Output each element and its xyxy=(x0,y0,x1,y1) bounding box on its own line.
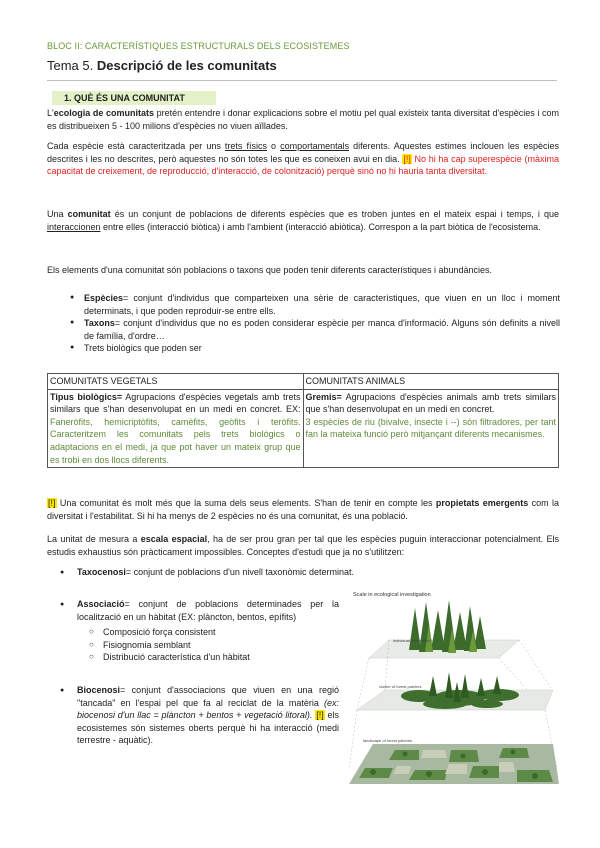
bullet-icon: ● xyxy=(60,601,65,608)
important-mark: [!] xyxy=(48,498,56,508)
important-mark: [!] xyxy=(403,153,411,164)
comunitats-table xyxy=(47,373,559,468)
paragraph-comunitat: Una comunitat és un conjunt de poblacions de diferents espècies que es troben juntes en el mateix espai i temps, i que interaccionen entre elles (interacció biòtica) i amb l'ambient (interacció abiòtica). Correspon a la part biòtica de l'ecosistema. xyxy=(47,209,559,232)
bullet-icon: ● xyxy=(60,687,65,694)
paragraph-taxocenosi: Taxocenosi= conjunt de poblacions d'un nivell taxonòmic determinat. xyxy=(77,567,354,577)
list-item: ○ Fisiognomia semblant xyxy=(89,639,339,652)
paragraph-elements: Els elements d'una comunitat són poblacions o taxons que poden tenir diferents característiques i abundàncies. xyxy=(47,265,492,275)
list-item: ● Taxons= conjunt d'individus que no es poden considerar espècie per manca d'informació. Alguns són definits a nivell de família, d'ordre… xyxy=(70,317,560,342)
list-item: ● Espècies= conjunt d'individus que comparteixen una sèrie de característiques, que viuen en un lloc i moment determinats, i que poden reproduir-se entre ells. xyxy=(70,292,560,317)
bloc-title: BLOC II: CARACTERÍSTIQUES ESTRUCTURALS DELS ECOSISTEMES xyxy=(47,41,350,51)
list-item: ● Trets biològics que poden ser xyxy=(70,342,560,355)
paragraph-ecologia: L'ecologia de comunitats pretén entendre i donar explicacions sobre el motiu pel qual existeix tanta diversitat d'espècies i com es distribueixen 5 - 100 milions d'espècies no viuen aïllades. xyxy=(47,108,559,131)
header-divider xyxy=(47,80,557,81)
associacio-sublist xyxy=(89,626,339,664)
ecological-scale-figure xyxy=(349,588,559,788)
list-item: ○ Composició força consistent xyxy=(89,626,339,639)
paragraph-associacio: Associació= conjunt de poblacions determinades per la localització en un hàbitat (EX: plàncton, bentos, epífits) xyxy=(77,599,339,622)
tema-title: Tema 5. Descripció de les comunitats xyxy=(47,58,277,73)
figure-label-bottom: landscape of forest patches xyxy=(363,738,412,743)
paragraph-biocenosi: Biocenosi= conjunt d'associacions que viuen en una regió "tancada" en l'espai pel que fa al reciclat de la matèria (ex: biocenosi d'un llac = plàncton + bentos + vegetació litoral). [!] els ecosistemes són sistemes oberts perquè hi ha interacció (medi terrestre - aquàtic). xyxy=(77,685,339,746)
bullet-icon: ● xyxy=(60,569,65,576)
figure-label-mid: cluster of forest patches xyxy=(379,684,422,689)
section-heading: 1. QUÈ ÉS UNA COMUNITAT xyxy=(52,91,216,105)
table-header-animals: COMUNITATS ANIMALS xyxy=(303,374,559,390)
table-cell-vegetals: Tipus biològics= Agrupacions d'espècies vegetals amb trets similars que s'han desenvolupat en un medi en concret. EX: Faneròfits, hemicriptòfits, camèfits, geòfits i teròfits. Caracteritzem les comunitats pels trets biològics o adaptacions en el medi, ja que pot haver un mateix grup que es trobi en dos llocs diferents. xyxy=(48,389,304,468)
list-item: ○ Distribució característica d'un hàbitat xyxy=(89,651,339,664)
elements-list xyxy=(70,292,560,355)
paragraph-emergents: [!] Una comunitat és molt més que la suma dels seus elements. S'han de tenir en compte les propietats emergents com la diversitat i l'estabilitat. Si hi ha menys de 2 espècies no és una comunitat, és una població. xyxy=(47,498,559,521)
table-cell-animals: Gremis= Agrupacions d'espècies animals amb trets similars que s'han desenvolupat en un medi en concret. 3 espècies de riu (bivalve, insecte i --) són filtradores, per tant fan la mateixa funció però mitjançant diferents mecanismes. xyxy=(303,389,559,468)
table-header-vegetals: COMUNITATS VEGETALS xyxy=(48,374,304,390)
figure-label-top: individual forest patch xyxy=(393,638,432,643)
important-mark: [!] xyxy=(316,710,324,721)
paragraph-escala: La unitat de mesura a escala espacial, ha de ser prou gran per tal que les espècies puguin interaccionar potencialment. Els estudis exhaustius són pràcticament impossibles. Conceptes d'estudi que ja no s'utilitzen: xyxy=(47,534,559,557)
figure-title: Scale in ecological investigation xyxy=(353,592,431,598)
paragraph-especie: Cada espècie està caracteritzada per uns trets físics o comportamentals diferents. Aquestes estimes inclouen les espècies descrites i les no descrites, però aquestes no són totes les que es coneixen avui en dia. [!] No hi ha cap superespècie (màxima capacitat de creixement, de reproducció, d'interacció, de colonització) perquè sinó no hi hauria tanta diversitat. xyxy=(47,141,559,177)
